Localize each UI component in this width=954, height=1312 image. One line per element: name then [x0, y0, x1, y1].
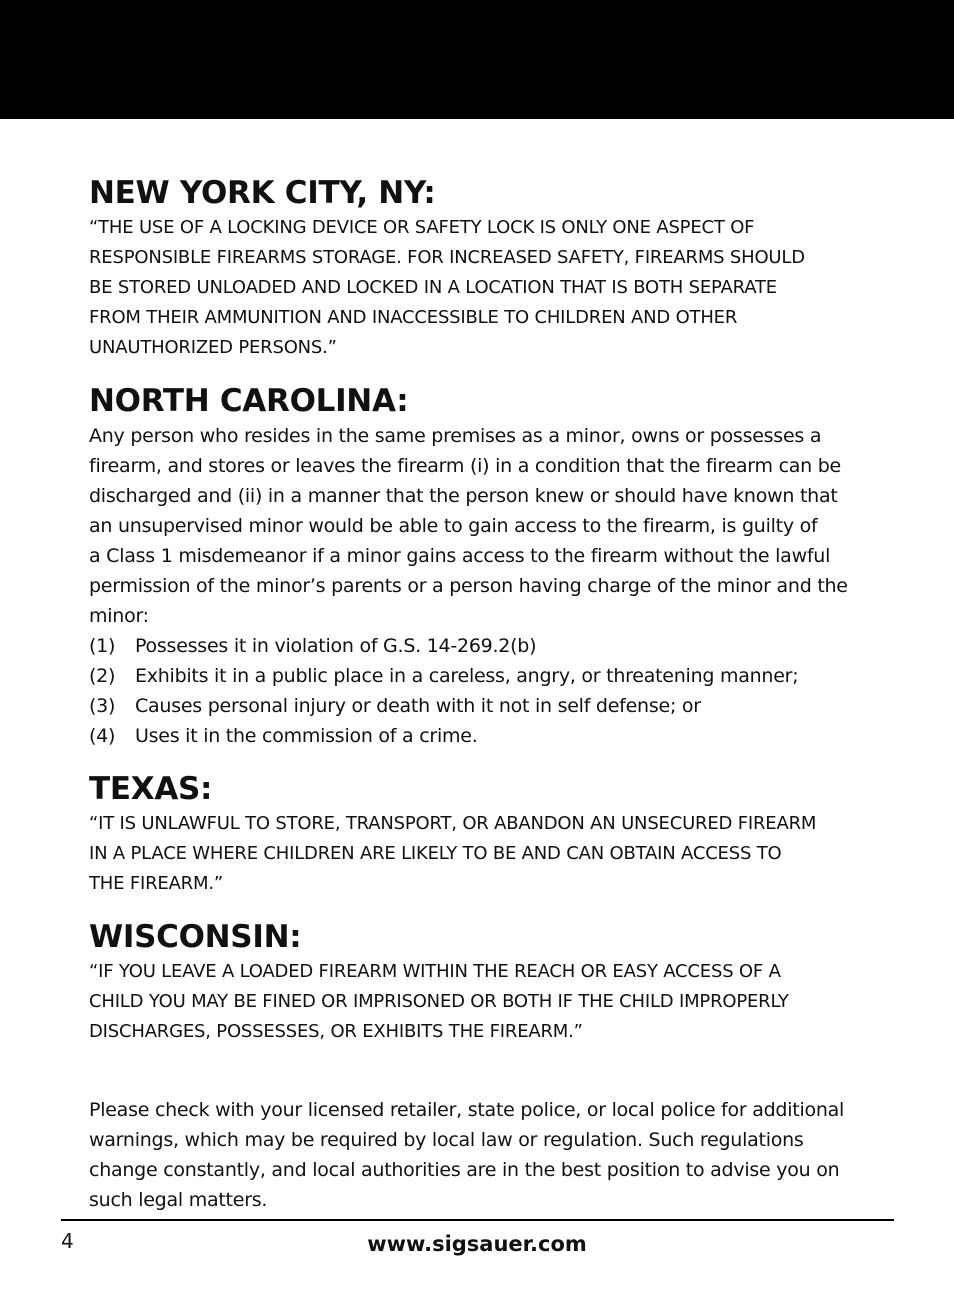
page-number: 4: [61, 1229, 74, 1253]
list-item: [89, 691, 895, 721]
section-body-north-carolina: [89, 421, 895, 631]
text-line: THE FIREARM.”: [89, 873, 223, 894]
section-texas: [89, 769, 895, 899]
text-line: discharged and (ii) in a manner that the person knew or should have known that: [89, 485, 838, 507]
list-item-number: (1): [89, 635, 116, 657]
section-body-wisconsin: [89, 957, 895, 1047]
text-line: change constantly, and local authorities are in the best position to advise you on: [89, 1159, 840, 1181]
text-line: Please check with your licensed retailer, state police, or local police for additional: [89, 1099, 845, 1121]
footer-divider: [61, 1219, 894, 1221]
text-line: minor:: [89, 605, 149, 627]
section-wisconsin: [89, 917, 895, 1047]
section-title-wisconsin: WISCONSIN:: [89, 919, 302, 955]
list-item-number: (3): [89, 695, 116, 717]
section-north-carolina: [89, 381, 895, 751]
section-title-texas: TEXAS:: [89, 771, 213, 807]
list-item: [89, 631, 895, 661]
section-body-new-york-city: [89, 213, 895, 363]
list-item: [89, 721, 895, 751]
text-line: “THE USE OF A LOCKING DEVICE OR SAFETY LOCK IS ONLY ONE ASPECT OF: [89, 217, 755, 238]
text-line: such legal matters.: [89, 1189, 268, 1211]
closing-paragraph: [89, 1095, 895, 1215]
violations-list: [89, 631, 895, 751]
section-new-york-city: [89, 173, 895, 363]
text-line: DISCHARGES, POSSESSES, OR EXHIBITS THE FIREARM.”: [89, 1021, 583, 1042]
text-line: CHILD YOU MAY BE FINED OR IMPRISONED OR BOTH IF THE CHILD IMPROPERLY: [89, 991, 789, 1012]
text-line: RESPONSIBLE FIREARMS STORAGE. FOR INCREASED SAFETY, FIREARMS SHOULD: [89, 247, 805, 268]
text-line: Any person who resides in the same premises as a minor, owns or possesses a: [89, 425, 822, 447]
text-line: UNAUTHORIZED PERSONS.”: [89, 337, 337, 358]
list-item-number: (4): [89, 725, 116, 747]
text-line: “IF YOU LEAVE A LOADED FIREARM WITHIN THE REACH OR EASY ACCESS OF A: [89, 961, 781, 982]
list-item-text: Causes personal injury or death with it not in self defense; or: [135, 695, 701, 717]
text-line: firearm, and stores or leaves the firearm (i) in a condition that the firearm can be: [89, 455, 841, 477]
text-line: BE STORED UNLOADED AND LOCKED IN A LOCATION THAT IS BOTH SEPARATE: [89, 277, 777, 298]
list-item: [89, 661, 895, 691]
section-title-new-york-city: NEW YORK CITY, NY:: [89, 175, 436, 211]
text-line: warnings, which may be required by local law or regulation. Such regulations: [89, 1129, 804, 1151]
header-bar: [0, 0, 954, 119]
text-line: a Class 1 misdemeanor if a minor gains access to the firearm without the lawful: [89, 545, 831, 567]
section-title-north-carolina: NORTH CAROLINA:: [89, 383, 409, 419]
list-item-text: Possesses it in violation of G.S. 14-269.2(b): [135, 635, 537, 657]
page-content: [89, 173, 895, 1215]
footer-website-url: www.sigsauer.com: [367, 1232, 587, 1256]
list-item-number: (2): [89, 665, 116, 687]
list-item-text: Exhibits it in a public place in a careless, angry, or threatening manner;: [135, 665, 799, 687]
text-line: permission of the minor’s parents or a person having charge of the minor and the: [89, 575, 848, 597]
text-line: an unsupervised minor would be able to gain access to the firearm, is guilty of: [89, 515, 818, 537]
text-line: “IT IS UNLAWFUL TO STORE, TRANSPORT, OR ABANDON AN UNSECURED FIREARM: [89, 813, 817, 834]
section-body-texas: [89, 809, 895, 899]
text-line: IN A PLACE WHERE CHILDREN ARE LIKELY TO BE AND CAN OBTAIN ACCESS TO: [89, 843, 782, 864]
text-line: FROM THEIR AMMUNITION AND INACCESSIBLE TO CHILDREN AND OTHER: [89, 307, 738, 328]
list-item-text: Uses it in the commission of a crime.: [135, 725, 478, 747]
